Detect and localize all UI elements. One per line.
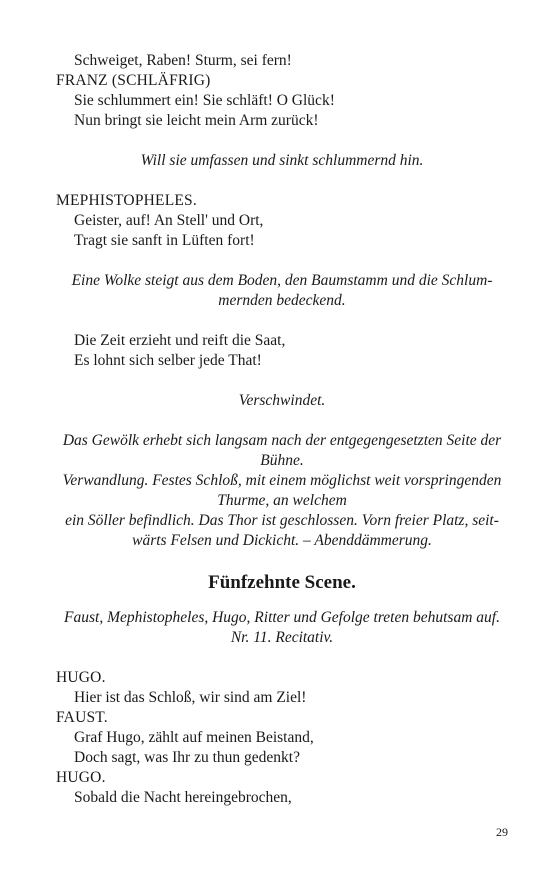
speaker-name: HUGO. [56, 769, 106, 786]
verse-line: Tragt sie sanft in Lüften fort! [74, 232, 255, 249]
verse-line: Sie schlummert ein! Sie schläft! O Glück! [74, 92, 335, 109]
speaker-name: FAUST. [56, 709, 108, 726]
stage-direction: Bühne. [260, 452, 304, 469]
verse-line: Schweiget, Raben! Sturm, sei fern! [74, 52, 292, 69]
verse-line: Die Zeit erzieht und reift die Saat, [74, 332, 286, 349]
stage-direction: ein Söller befindlich. Das Thor ist geschlossen. Vorn freier Platz, seit- [65, 512, 499, 529]
verse-line: Geister, auf! An Stell' und Ort, [74, 212, 264, 229]
stage-direction: Verwandlung. Festes Schloß, mit einem möglichst weit vorspringenden [62, 472, 502, 489]
verse-line: Hier ist das Schloß, wir sind am Ziel! [74, 689, 307, 706]
stage-direction: Faust, Mephistopheles, Hugo, Ritter und Gefolge treten behutsam auf. [64, 609, 500, 626]
stage-direction: Nr. 11. Recitativ. [230, 629, 334, 646]
stage-direction: Verschwindet. [238, 392, 326, 409]
speaker-name: FRANZ (SCHLÄFRIG) [56, 72, 211, 89]
verse-line: Sobald die Nacht hereingebrochen, [74, 789, 292, 806]
speaker-name: HUGO. [56, 669, 106, 686]
stage-direction: wärts Felsen und Dickicht. – Abenddämmerung. [132, 532, 432, 549]
scene-heading: Fünfzehnte Scene. [208, 572, 356, 593]
stage-direction: mernden bedeckend. [218, 292, 346, 309]
verse-line: Es lohnt sich selber jede That! [74, 352, 262, 369]
page-body [56, 51, 508, 808]
stage-direction: Eine Wolke steigt aus dem Boden, den Baumstamm und die Schlum- [71, 272, 493, 289]
verse-line: Doch sagt, was Ihr zu thun gedenkt? [74, 749, 300, 766]
stage-direction: Will sie umfassen und sinkt schlummernd hin. [140, 152, 424, 169]
verse-line: Nun bringt sie leicht mein Arm zurück! [74, 112, 319, 129]
stage-direction: Das Gewölk erhebt sich langsam nach der entgegengesetzten Seite der [62, 432, 502, 449]
verse-line: Graf Hugo, zählt auf meinen Beistand, [74, 729, 314, 746]
speaker-name: MEPHISTOPHELES. [56, 192, 197, 209]
stage-direction: Thurme, an welchem [217, 492, 347, 509]
page-number: 29 [496, 825, 508, 839]
